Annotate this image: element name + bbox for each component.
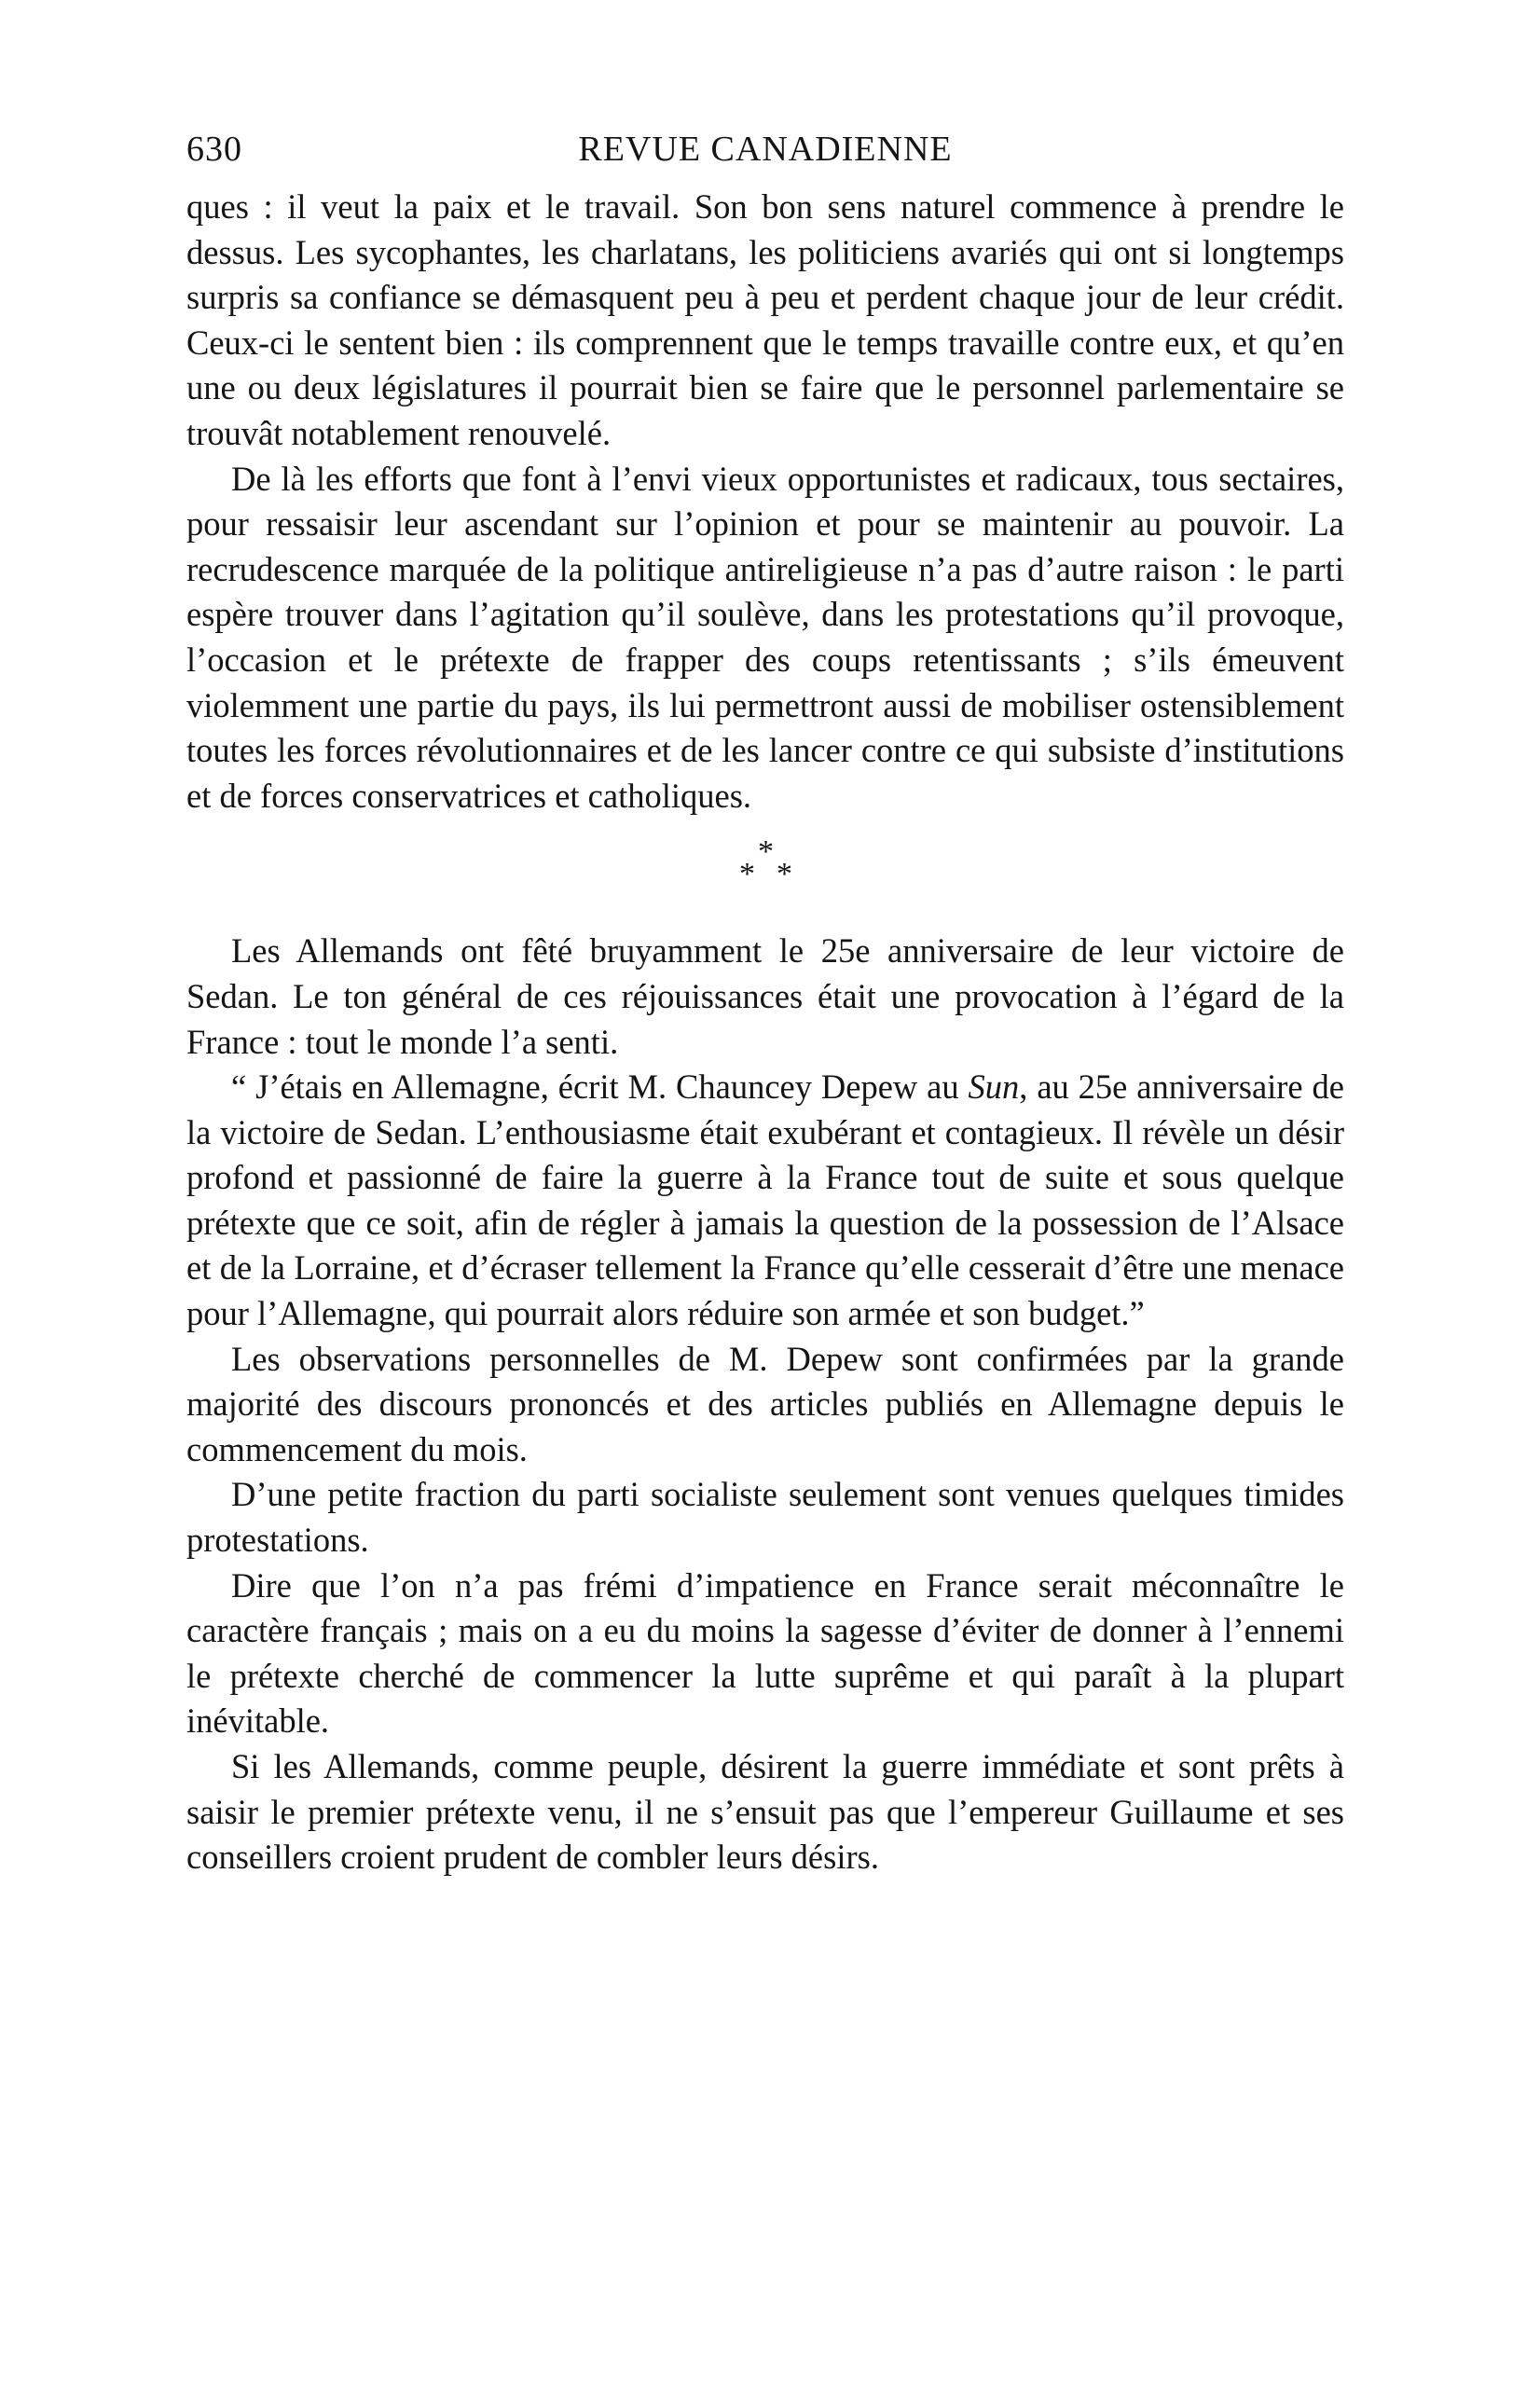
paragraph-efforts: De là les efforts que font à l’envi vieux opportunistes et radicaux, tous sectaires, pour ressaisir leur ascendant sur l’opinion et pour se maintenir au pouvoir. La recrudescence marquée de la politique antireligieuse n’a pas d’autre raison : le parti espère trouver dans l’agitation qu’il soulève, dans les protestations qu’il provoque, l’occasion et le prétexte de frapper des coups retentissants ; s’ils émeuvent violemment une partie du pays, ils lui permettront aussi de mobiliser ostensiblement toutes les forces révolutionnaires et de les lancer contre ce qui subsiste d’institutions et de forces conservatrices et catholiques. bbox=[186, 459, 1344, 815]
paragraph-observations: Les observations personnelles de M. Depew sont confirmées par la grande majorité des discours prononcés et des articles publiés en Allemagne depuis le commencement du mois. bbox=[186, 1339, 1344, 1468]
body-text bbox=[186, 185, 1344, 1880]
asterism-separator bbox=[186, 830, 1344, 921]
newspaper-title: Sun bbox=[968, 1068, 1020, 1107]
paragraph-depew-quote bbox=[186, 1065, 1344, 1337]
paragraph-socialists: D’une petite fraction du parti socialiste seulement sont venues quelques timides protestations. bbox=[186, 1475, 1344, 1560]
paragraph-france: Dire que l’on n’a pas frémi d’impatience en France serait méconnaître le caractère français ; mais on a eu du moins la sagesse d’éviter de donner à l’ennemi le prétexte cherché de commencer la lutte suprême et qui paraît à la plupart inévitable. bbox=[186, 1565, 1344, 1741]
paragraph-sedan: Les Allemands ont fêté bruyamment le 25e anniversaire de leur victoire de Sedan. Le ton général de ces réjouissances était une provocation à l’égard de la France : tout le monde l’a senti. bbox=[186, 931, 1344, 1061]
page-number: 630 bbox=[186, 130, 242, 169]
paragraph-continued: ques : il veut la paix et le travail. Son bon sens naturel commence à prendre le dessus. Les sycophantes, les charlatans, les politiciens avariés qui ont si longtemps surpris sa confiance se démasquent peu à peu et perdent chaque jour de leur crédit. Ceux-ci le sentent bien : ils comprennent que le temps travaille contre eux, et qu’en une ou deux législatures il pourrait bien se faire que le personnel parlementaire se trouvât notablement renouvelé. bbox=[186, 187, 1344, 452]
asterisk-top: * bbox=[758, 834, 774, 870]
running-title: REVUE CANADIENNE bbox=[578, 130, 953, 169]
asterisk-right: * bbox=[777, 857, 792, 892]
quote-text-start: “ J’étais en Allemagne, écrit M. Chauncey Depew au bbox=[231, 1068, 969, 1107]
asterisk-left: * bbox=[739, 857, 755, 892]
paragraph-emperor: Si les Allemands, comme peuple, désirent la guerre immédiate et sont prêts à saisir le premier prétexte venu, il ne s’ensuit pas que l’empereur Guillaume et ses conseillers croient prudent de combler leurs désirs. bbox=[186, 1747, 1344, 1877]
book-page bbox=[186, 121, 1344, 2321]
running-header bbox=[186, 121, 1344, 177]
quote-text-end: , au 25e anniversaire de la victoire de Sedan. L’enthousiasme était exubérant et contagieux. Il révèle un désir profond et passionné de faire la guerre à la France tout de suite et sous quelque prétexte que ce soit, afin de régler à jamais la question de la possession de l’Alsace et de la Lorraine, et d’écraser tellement la France qu’elle cesserait d’être une menace pour l’Allemagne, qui pourrait alors réduire son armée et son budget.” bbox=[186, 1068, 1344, 1333]
